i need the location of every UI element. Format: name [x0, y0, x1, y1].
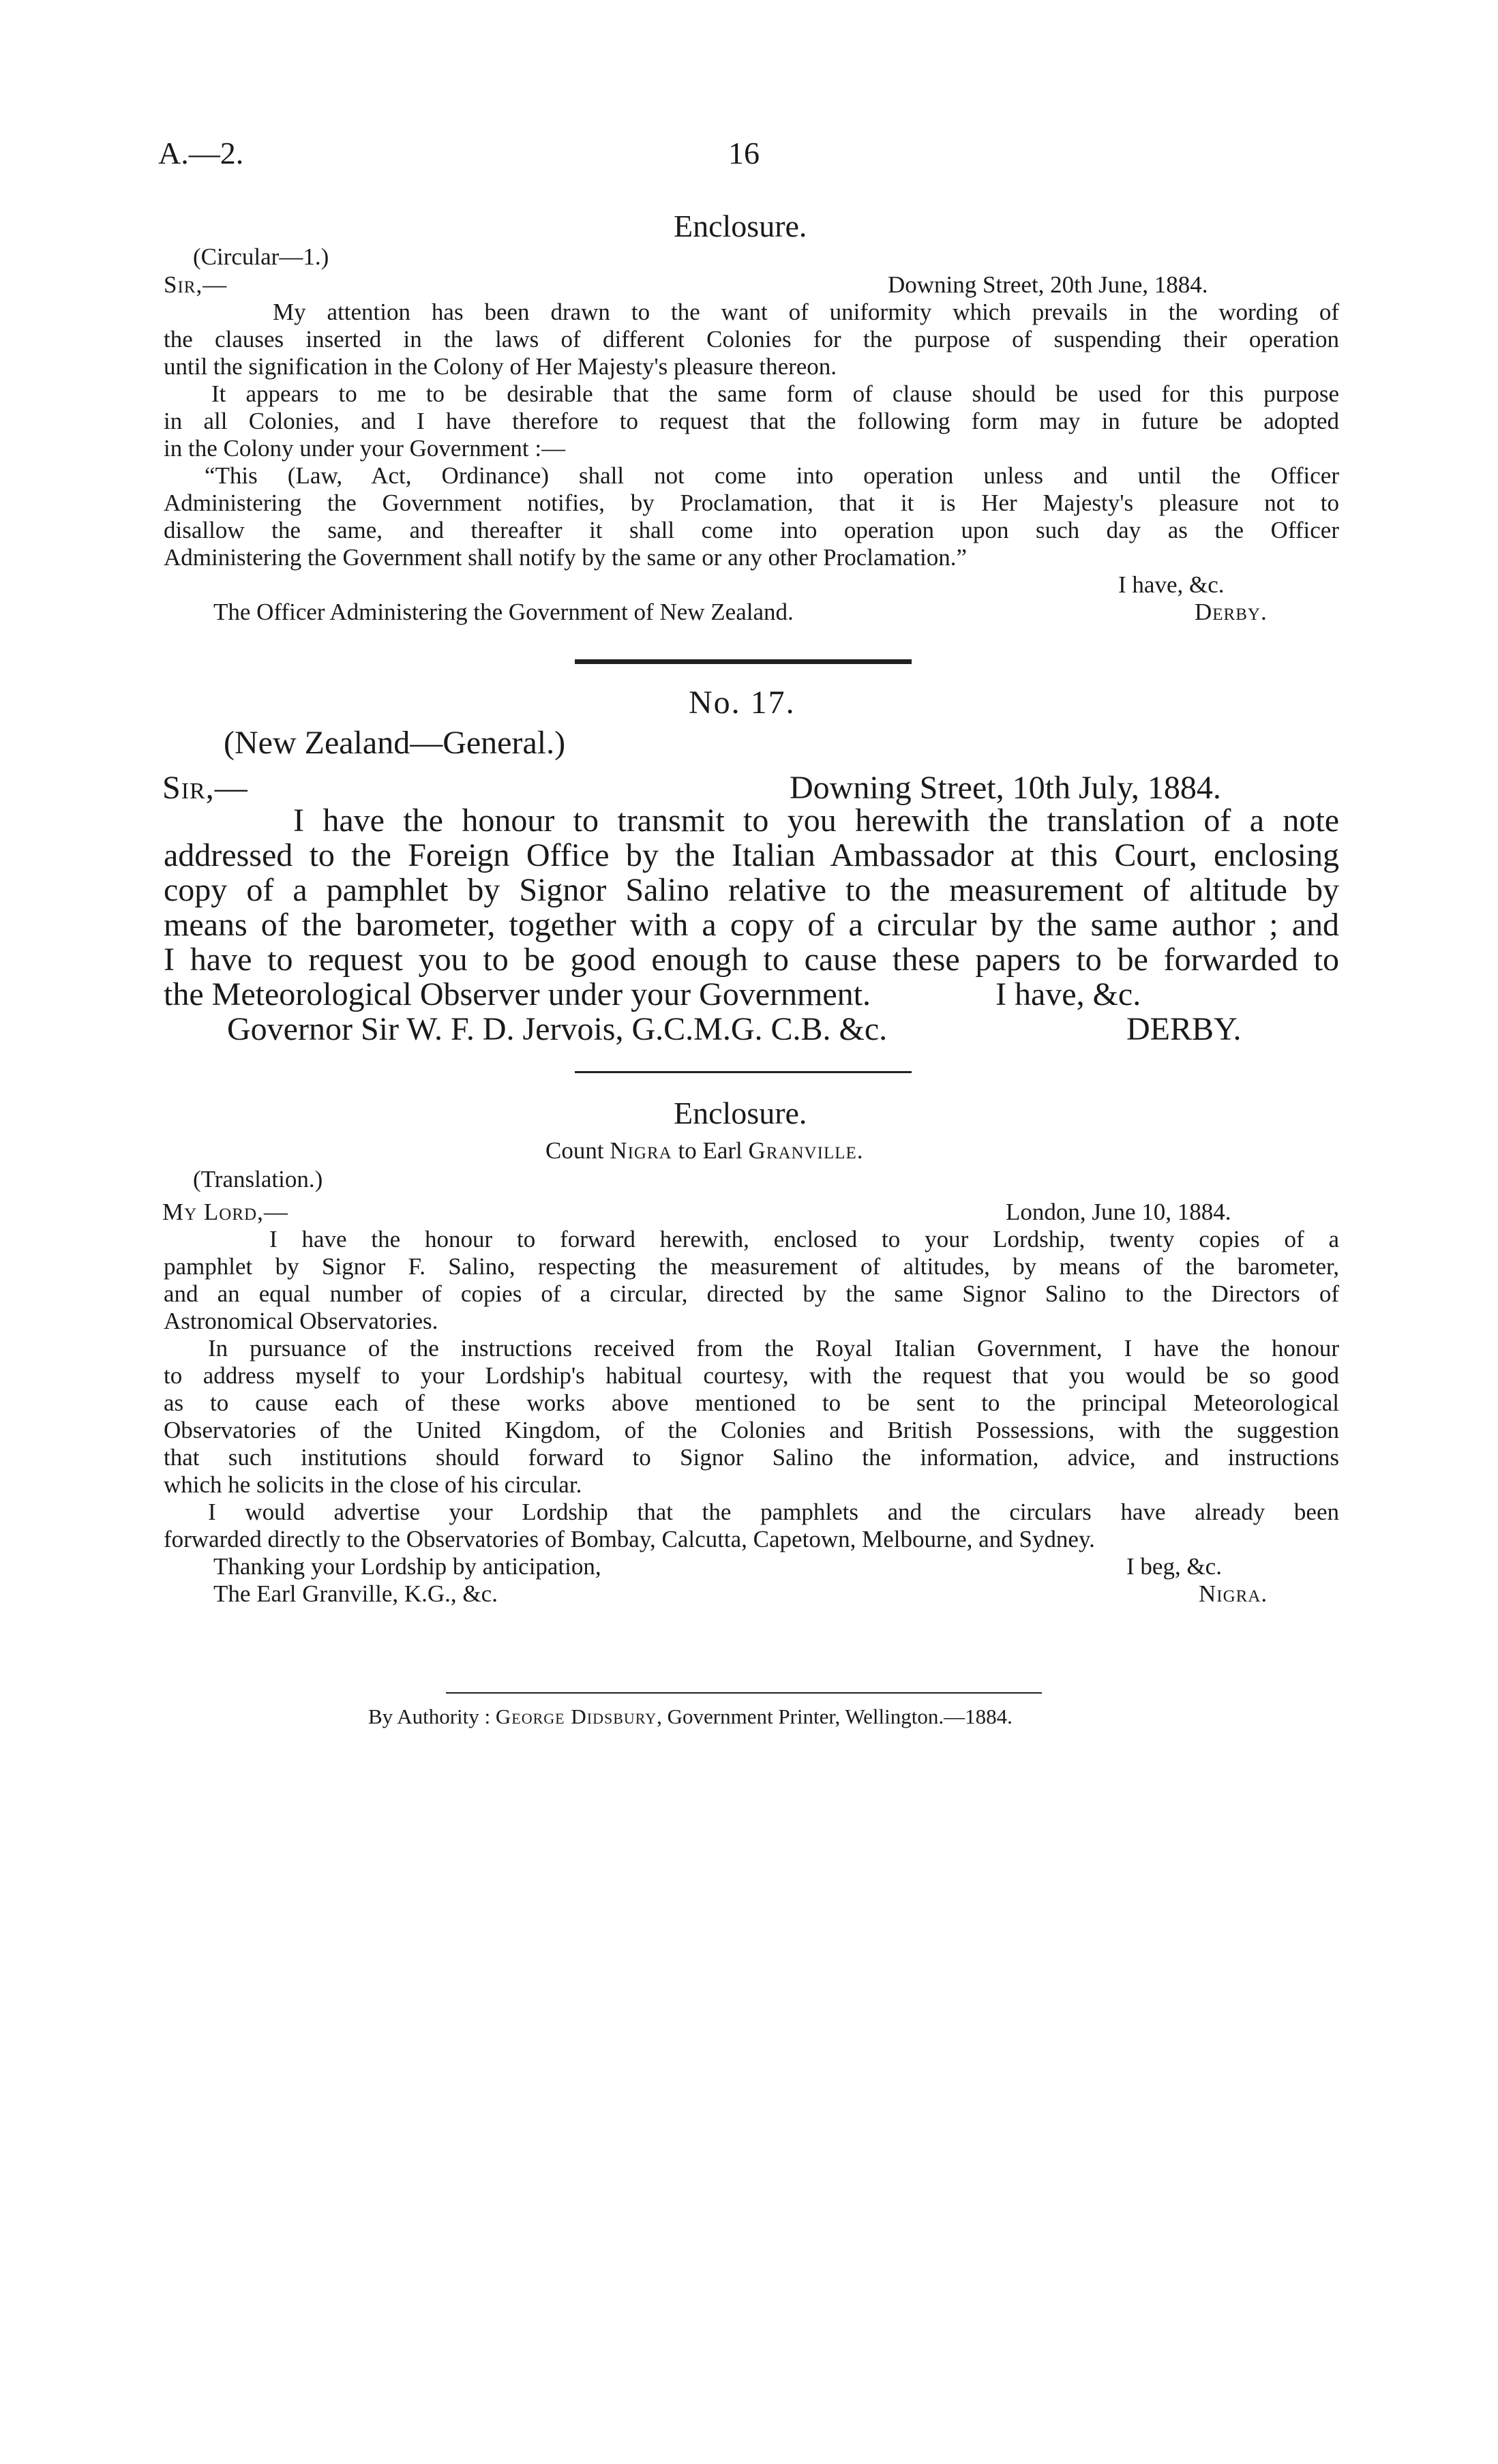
signature: DERBY.	[1126, 1011, 1242, 1047]
text-line: until the signification in the Colony of Her Majesty's pleasure thereon.	[164, 353, 837, 380]
enclosure-subheading	[545, 1137, 864, 1165]
section-divider	[575, 1071, 912, 1073]
letter-paragraph-3	[164, 1499, 1339, 1553]
text-line: Observatories of the United Kingdom, of the Colonies and British Possessions, with the suggestion	[164, 1417, 1339, 1443]
text-line: pamphlet by Signor F. Salino, respecting the measurement of altitudes, by means of the barometer,	[164, 1253, 1339, 1280]
text-line: addressed to the Foreign Office by the Italian Ambassador at this Court, enclosing	[164, 837, 1339, 873]
sender-name: Nigra	[610, 1137, 672, 1164]
closing: I have, &c.	[995, 976, 1141, 1012]
date-line: Downing Street, 20th June, 1884.	[888, 271, 1208, 298]
despatch-number: No. 17.	[689, 685, 796, 721]
circular-paragraph-1	[164, 299, 1339, 380]
footer-rule	[446, 1692, 1042, 1694]
imprint-prefix: By Authority :	[368, 1704, 496, 1728]
enclosure-heading: Enclosure.	[674, 1096, 807, 1130]
text-line: I would advertise your Lordship that the pamphlets and the circulars have already been	[208, 1499, 1339, 1525]
text-line: I have the honour to transmit to you herewith the translation of a note	[293, 802, 1339, 839]
addressee: Governor Sir W. F. D. Jervois, G.C.M.G. C.B. &c.	[227, 1011, 888, 1047]
text-line: forwarded directly to the Observatories of Bombay, Calcutta, Capetown, Melbourne, and Sydney.	[164, 1526, 1095, 1552]
text-line: in all Colonies, and I have therefore to request that the following form may in future be adopted	[164, 408, 1339, 434]
recipient-name: Granville.	[748, 1137, 864, 1164]
circular-paragraph-2	[164, 380, 1339, 462]
text-line: disallow the same, and thereafter it shall come into operation upon such day as the Officer	[164, 517, 1339, 543]
enclosure-heading: Enclosure.	[674, 209, 807, 243]
text-line: Administering the Government notifies, by Proclamation, that it is Her Majesty's pleasure not to	[164, 490, 1339, 516]
text-line: the clauses inserted in the laws of different Colonies for the purpose of suspending their operation	[164, 326, 1339, 352]
letter-paragraph-2	[164, 1335, 1339, 1499]
text-line: I have the honour to forward herewith, enclosed to your Lordship, twenty copies of a	[269, 1226, 1339, 1252]
text-line: copy of a pamphlet by Signor Salino relative to the measurement of altitude by	[164, 872, 1339, 908]
text-line: My attention has been drawn to the want of uniformity which prevails in the wording of	[273, 299, 1339, 325]
salutation: My Lord,—	[162, 1199, 288, 1225]
despatch-body	[164, 803, 1339, 977]
translation-tag: (Translation.)	[193, 1166, 323, 1192]
letter-paragraph-1	[164, 1226, 1339, 1335]
proposed-clause	[164, 462, 1339, 571]
text-line: in the Colony under your Government :—	[164, 435, 566, 462]
date-line: London, June 10, 1884.	[1006, 1199, 1231, 1225]
imprint-suffix: , Government Printer, Wellington.—1884.	[657, 1704, 1013, 1728]
page-number: 16	[728, 136, 760, 170]
circular-tag: (Circular—1.)	[193, 243, 329, 270]
text-line: which he solicits in the close of his circular.	[164, 1471, 582, 1498]
text-line: Administering the Government shall notify by the same or any other Proclamation.”	[164, 544, 968, 571]
despatch-tag: (New Zealand—General.)	[224, 725, 566, 761]
text-line: and an equal number of copies of a circular, directed by the same Signor Salino to the Directors of	[164, 1280, 1339, 1307]
text-line: to address myself to your Lordship's habitual courtesy, with the request that you would be so good	[164, 1362, 1339, 1389]
subheading-middle: to Earl	[672, 1137, 749, 1164]
section-divider	[575, 659, 912, 664]
text-line: as to cause each of these works above mentioned to be sent to the principal Meteorological	[164, 1389, 1339, 1416]
signature: Nigra.	[1199, 1580, 1268, 1607]
text-line: that such institutions should forward to Signor Salino the information, advice, and instructions	[164, 1444, 1339, 1471]
signature: Derby.	[1195, 599, 1268, 625]
date-line: Downing Street, 10th July, 1884.	[790, 770, 1221, 806]
addressee: The Officer Administering the Government of New Zealand.	[213, 599, 794, 625]
text-line: “This (Law, Act, Ordinance) shall not come into operation unless and until the Officer	[205, 462, 1339, 489]
text-line: the Meteorological Observer under your Government.	[164, 976, 871, 1012]
text-line: I have to request you to be good enough to cause these papers to be forwarded to	[164, 942, 1339, 978]
closing: I have, &c.	[1118, 571, 1225, 598]
salutation: Sir,—	[164, 271, 228, 298]
text-line: means of the barometer, together with a copy of a circular by the same author ; and	[164, 907, 1339, 943]
addressee: The Earl Granville, K.G., &c.	[213, 1580, 498, 1607]
printer-imprint	[368, 1704, 1013, 1729]
thanks-line: Thanking your Lordship by anticipation,	[213, 1553, 601, 1580]
printer-name: George Didsbury	[495, 1704, 657, 1728]
subheading-prefix: Count	[545, 1137, 610, 1164]
text-line: In pursuance of the instructions received from the Royal Italian Government, I have the honour	[208, 1335, 1339, 1362]
document-reference: A.—2.	[158, 136, 244, 170]
text-line: It appears to me to be desirable that the same form of clause should be used for this purpose	[211, 380, 1339, 407]
text-line: Astronomical Observatories.	[164, 1308, 438, 1334]
closing: I beg, &c.	[1126, 1553, 1222, 1580]
salutation: Sir,—	[162, 770, 248, 806]
